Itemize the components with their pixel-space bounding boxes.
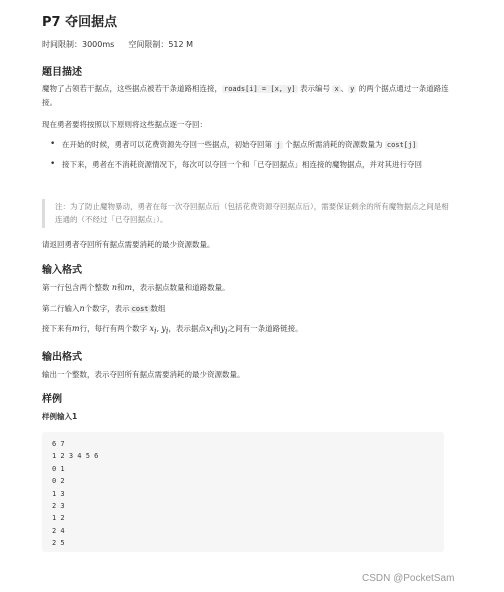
examples-heading: 样例 <box>42 394 62 405</box>
description-paragraph-2: 现在勇者要将按照以下原则将这些据点逐一夺回： <box>42 120 207 129</box>
example-input-label: 样例输入1 <box>42 412 78 421</box>
code-line: 0 2 <box>52 477 65 486</box>
page-title: P7 夺回据点 <box>42 15 118 30</box>
description-heading: 题目描述 <box>42 67 82 78</box>
rule-item-2: • 接下来，勇者在不消耗资源情况下，每次可以夺回一个和「已夺回据点」相连接的魔物据点，并对其进行夺回 <box>42 158 452 171</box>
code-line: 2 5 <box>52 539 65 548</box>
output-heading: 输出格式 <box>42 352 82 363</box>
csdn-watermark: CSDN @PocketSam <box>362 573 455 584</box>
input-heading: 输入格式 <box>42 265 82 276</box>
code-line: 0 1 <box>52 464 65 473</box>
code-line: 6 7 <box>52 440 65 448</box>
time-limit: 时间限制：3000ms <box>42 40 115 49</box>
code-line: 1 2 3 4 5 6 <box>52 452 99 461</box>
input-line-3: 接下来有m行，每行有两个数字 $x_i$, $y_i$，表示据点$x_i$和$y_i$之间有一条道路链接。 <box>42 324 303 336</box>
code-line: 1 2 <box>52 514 65 523</box>
input-line-2: 第二行输入n个数字，表示 cost 数组 <box>42 304 166 313</box>
description-paragraph-3: 请返回勇者夺回所有据点需要消耗的最少资源数量。 <box>42 240 215 249</box>
example-input-code <box>42 432 444 552</box>
rules-list <box>42 138 452 171</box>
output-line-1: 输出一个整数，表示夺回所有据点需要消耗的最少资源数量。 <box>42 370 245 379</box>
roads-code: roads[i] = [x, y] <box>224 85 296 93</box>
code-line: 2 4 <box>52 526 65 535</box>
rule-item-1: • 在开始的时候，勇者可以花费资源先夺回一些据点，初始夺回第 j 个据点所需消耗的资源数量为 cost[j] <box>42 138 452 152</box>
code-line: 1 3 <box>52 489 65 498</box>
description-paragraph-1: 魔物了占领若干据点，这些据点被若干条道路相连接， roads[i] = [x, y] 表示编号 x 、 y 的两个据点通过一条道路连接。 <box>42 84 449 107</box>
code-line: 2 3 <box>52 501 65 510</box>
note-blockquote: 注：为了防止魔物暴动，勇者在每一次夺回据点后（包括花费资源夺回据点后），需要保证剩余的所有魔物据点之间是相连通的（不经过「已夺回据点」）。 <box>42 199 455 228</box>
limits-bar <box>42 39 193 50</box>
input-line-1: 第一行包含两个整数 n和m，表示据点数量和道路数量。 <box>42 283 230 292</box>
memory-limit: 空间限制：512 M <box>128 40 194 49</box>
